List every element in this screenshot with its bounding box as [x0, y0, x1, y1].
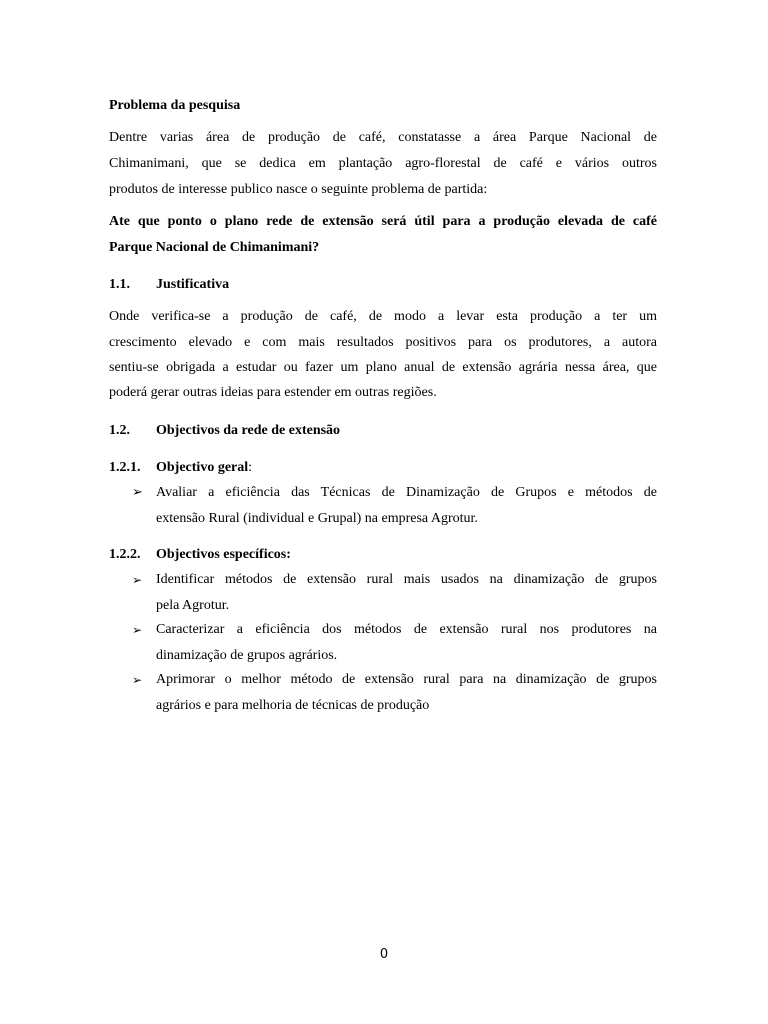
justification-line-4: poderá gerar outras ideias para estender em outras regiões.	[109, 385, 437, 400]
general-objective-number: 1.2.1.	[109, 460, 141, 475]
specific-objective-1-line-2: pela Agrotur.	[156, 598, 230, 613]
justification-line-2: crescimento elevado e com mais resultados positivos para os produtores, a autora	[109, 335, 657, 350]
justification-line-3: sentiu-se obrigada a estudar ou fazer um plano anual de extensão agrária nessa área, que	[109, 360, 657, 375]
problem-heading: Problema da pesquisa	[109, 98, 241, 113]
arrow-bullet-icon: ➢	[132, 485, 143, 500]
specific-objective-1-line-1: Identificar métodos de extensão rural mais usados na dinamização de grupos	[156, 572, 657, 587]
problem-line-1: Dentre varias área de produção de café, constatasse a área Parque Nacional de	[109, 130, 657, 145]
objectives-number: 1.2.	[109, 423, 130, 438]
problem-question-line-1: Ate que ponto o plano rede de extensão será útil para a produção elevada de café	[109, 214, 657, 229]
page-number: 0	[379, 947, 389, 962]
general-objective-heading	[156, 459, 252, 477]
specific-objectives-number: 1.2.2.	[109, 547, 141, 562]
general-objective-line-2: extensão Rural (individual e Grupal) na empresa Agrotur.	[156, 511, 478, 526]
general-objective-colon: :	[248, 460, 253, 475]
problem-line-3: produtos de interesse publico nasce o seguinte problema de partida:	[109, 182, 488, 197]
arrow-bullet-icon: ➢	[132, 673, 143, 687]
specific-objective-2-line-1: Caracterizar a eficiência dos métodos de extensão rural nos produtores na	[156, 622, 657, 637]
general-objective-title: Objectivo geral	[156, 460, 249, 475]
justification-title: Justificativa	[156, 277, 230, 292]
specific-objective-3-line-1: Aprimorar o melhor método de extensão rural para na dinamização de grupos	[156, 672, 657, 687]
problem-question-line-2: Parque Nacional de Chimanimani?	[109, 240, 320, 255]
problem-line-2: Chimanimani, que se dedica em plantação agro-florestal de café e vários outros	[109, 156, 657, 171]
justification-number: 1.1.	[109, 277, 130, 292]
specific-objective-3-line-2: agrários e para melhoria de técnicas de produção	[156, 698, 430, 713]
specific-objective-2-line-2: dinamização de grupos agrários.	[156, 648, 338, 663]
justification-line-1: Onde verifica-se a produção de café, de modo a levar esta produção a ter um	[109, 309, 657, 324]
specific-objectives-title: Objectivos específicos:	[156, 547, 291, 562]
arrow-bullet-icon: ➢	[132, 573, 143, 587]
general-objective-line-1: Avaliar a eficiência das Técnicas de Dinamização de Grupos e métodos de	[156, 485, 657, 500]
objectives-title: Objectivos da rede de extensão	[156, 423, 341, 438]
arrow-bullet-icon: ➢	[132, 623, 143, 637]
